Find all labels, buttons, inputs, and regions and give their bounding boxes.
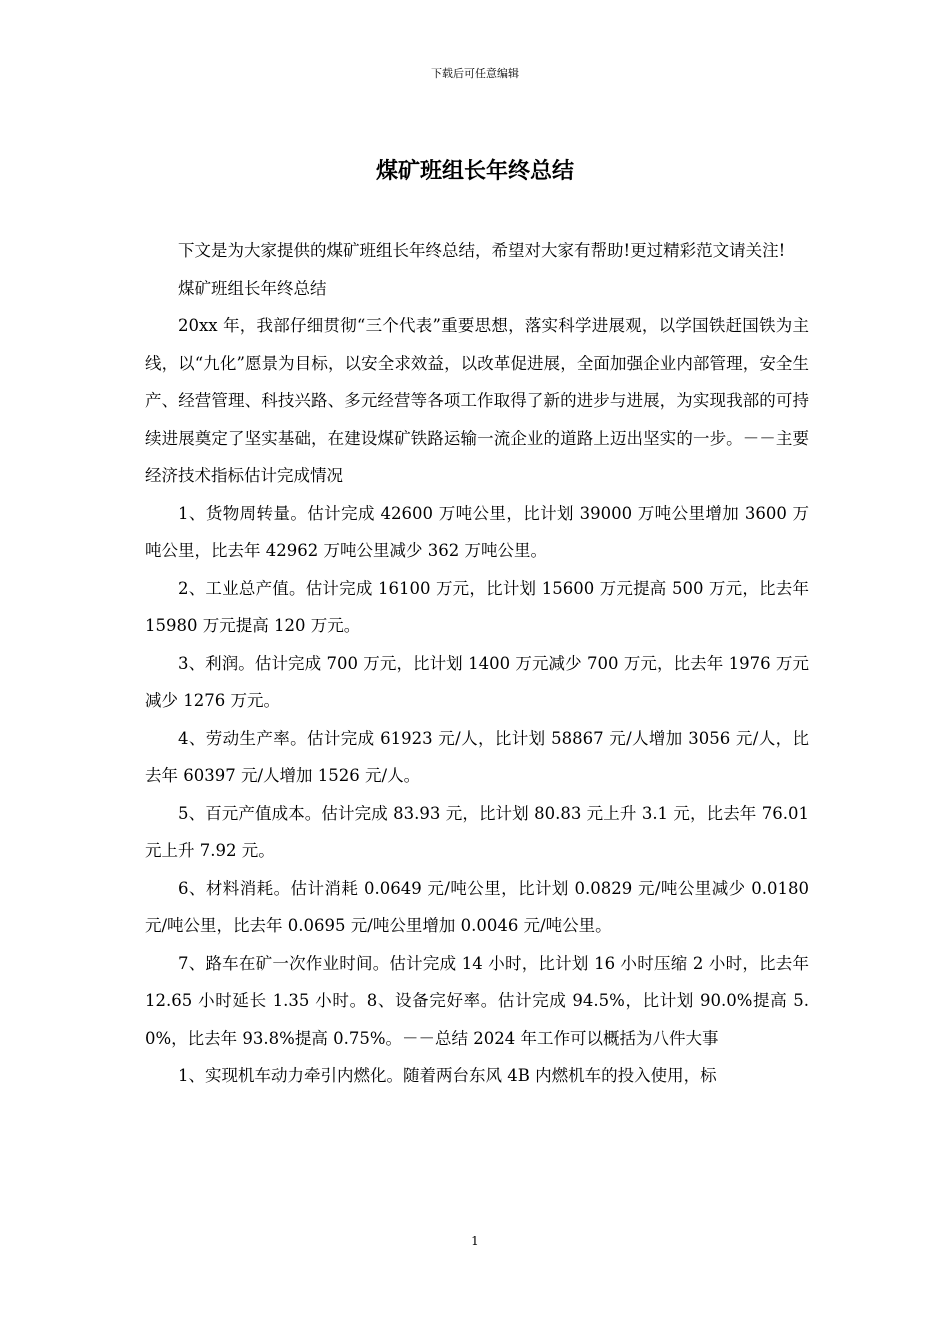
paragraph-industrial-output: 2、工业总产值。估计完成 16100 万元，比计划 15600 万元提高 500 万元，比去年 15980 万元提高 120 万元。: [145, 578, 809, 635]
paragraph-overview: 20xx 年，我部仔细贯彻“三个代表”重要思想，落实科学进展观，以学国铁赶国铁为主线，以“九化”愿景为目标，以安全求效益，以改革促进展，全面加强企业内部管理，安全生产、经营管理、科技兴路、多元经营等各项工作取得了新的进步与进展，为实现我部的可持续进展奠定了坚实基础，在建设煤矿铁路运输一流企业的道路上迈出坚实的一步。－－主要经济技术指标估计完成情况: [145, 316, 809, 485]
paragraph-cost-per-hundred: 5、百元产值成本。估计完成 83.93 元，比计划 80.83 元上升 3.1 元，比去年 76.01 元上升 7.92 元。: [145, 803, 809, 860]
document-body: [145, 232, 809, 1095]
paragraph-material-consumption: 6、材料消耗。估计消耗 0.0649 元/吨公里，比计划 0.0829 元/吨公里减少 0.0180 元/吨公里，比去年 0.0695 元/吨公里增加 0.0046 元/吨公里。: [145, 878, 809, 935]
paragraph-locomotive: 1、实现机车动力牵引内燃化。随着两台东风 4B 内燃机车的投入使用，标: [178, 1066, 717, 1085]
document-title: 煤矿班组长年终总结: [375, 158, 574, 184]
paragraph-profit: 3、利润。估计完成 700 万元，比计划 1400 万元减少 700 万元，比去年 1976 万元减少 1276 万元。: [145, 653, 809, 710]
paragraph-intro: 下文是为大家提供的煤矿班组长年终总结，希望对大家有帮助!更过精彩范文请关注!: [178, 241, 786, 260]
paragraph-subtitle: 煤矿班组长年终总结: [178, 278, 327, 298]
header-note: 下载后可任意编辑: [431, 67, 519, 80]
paragraph-operation-time: 7、路车在矿一次作业时间。估计完成 14 小时，比计划 16 小时压缩 2 小时，比去年 12.65 小时延长 1.35 小时。8、设备完好率。估计完成 94.5%，比计划 90.0%提高 5.0%，比去年 93.8%提高 0.75%。－－总结 2024 年工作可以概括为八件大事: [145, 953, 809, 1048]
page-number: 1: [471, 1234, 479, 1248]
paragraph-freight-turnover: 1、货物周转量。估计完成 42600 万吨公里，比计划 39000 万吨公里增加 3600 万吨公里，比去年 42962 万吨公里减少 362 万吨公里。: [145, 503, 809, 560]
paragraph-labor-productivity: 4、劳动生产率。估计完成 61923 元/人，比计划 58867 元/人增加 3056 元/人，比去年 60397 元/人增加 1526 元/人。: [145, 728, 809, 785]
